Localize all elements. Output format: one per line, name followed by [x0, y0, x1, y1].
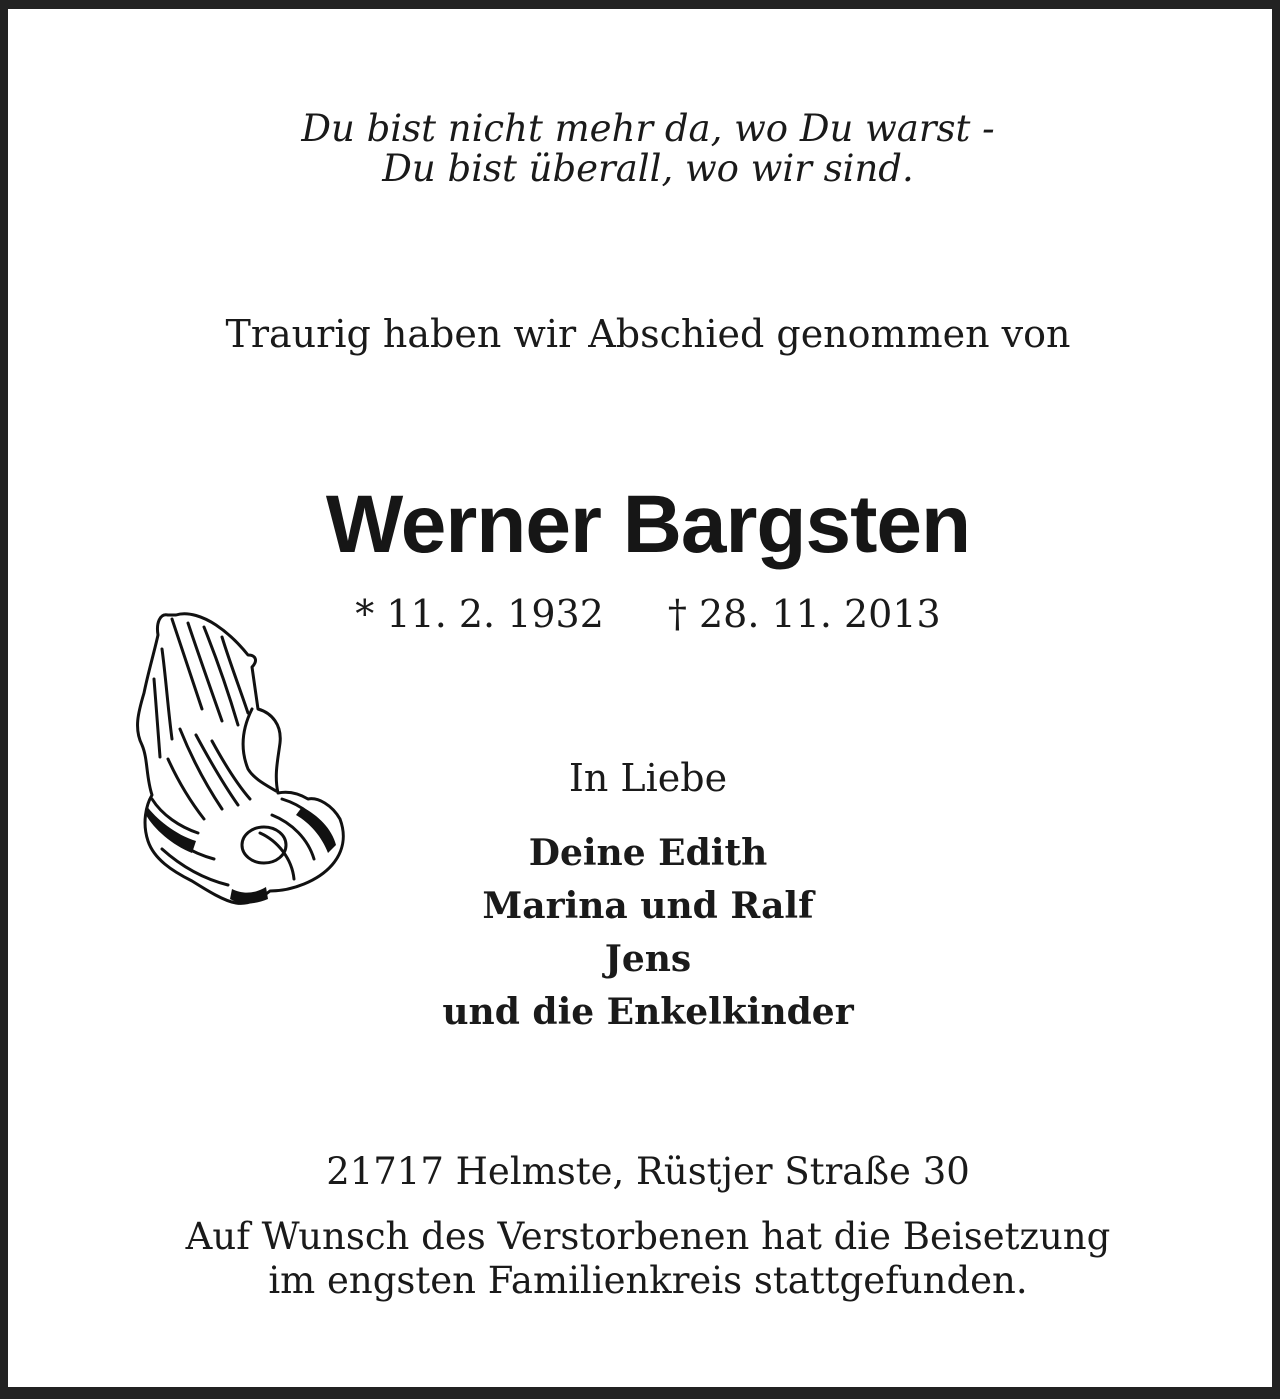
funeral-note-line-2: im engsten Familienkreis stattgefunden. — [268, 1259, 1028, 1302]
funeral-note — [8, 1215, 1280, 1303]
funeral-note-line-1: Auf Wunsch des Verstorbenen hat die Beisetzung — [185, 1215, 1111, 1258]
in-love-heading: In Liebe — [568, 756, 728, 800]
mourner-name: Deine Edith — [528, 832, 768, 874]
mourner-name: Marina und Ralf — [482, 885, 814, 927]
death-date: † 28. 11. 2013 — [667, 592, 941, 636]
motto — [8, 109, 1280, 189]
intro-text: Traurig haben wir Abschied genommen von — [225, 312, 1071, 356]
mourner-name: Jens — [604, 938, 692, 980]
motto-line-2: Du bist überall, wo wir sind. — [382, 147, 914, 190]
motto-line-1: Du bist nicht mehr da, wo Du warst - — [301, 107, 995, 150]
address: 21717 Helmste, Rüstjer Straße 30 — [326, 1150, 970, 1193]
deceased-name: Werner Bargsten — [325, 479, 971, 570]
mourner-name: und die Enkelkinder — [442, 991, 854, 1033]
mourners-list — [8, 827, 1280, 1039]
birth-date: * 11. 2. 1932 — [355, 592, 604, 636]
